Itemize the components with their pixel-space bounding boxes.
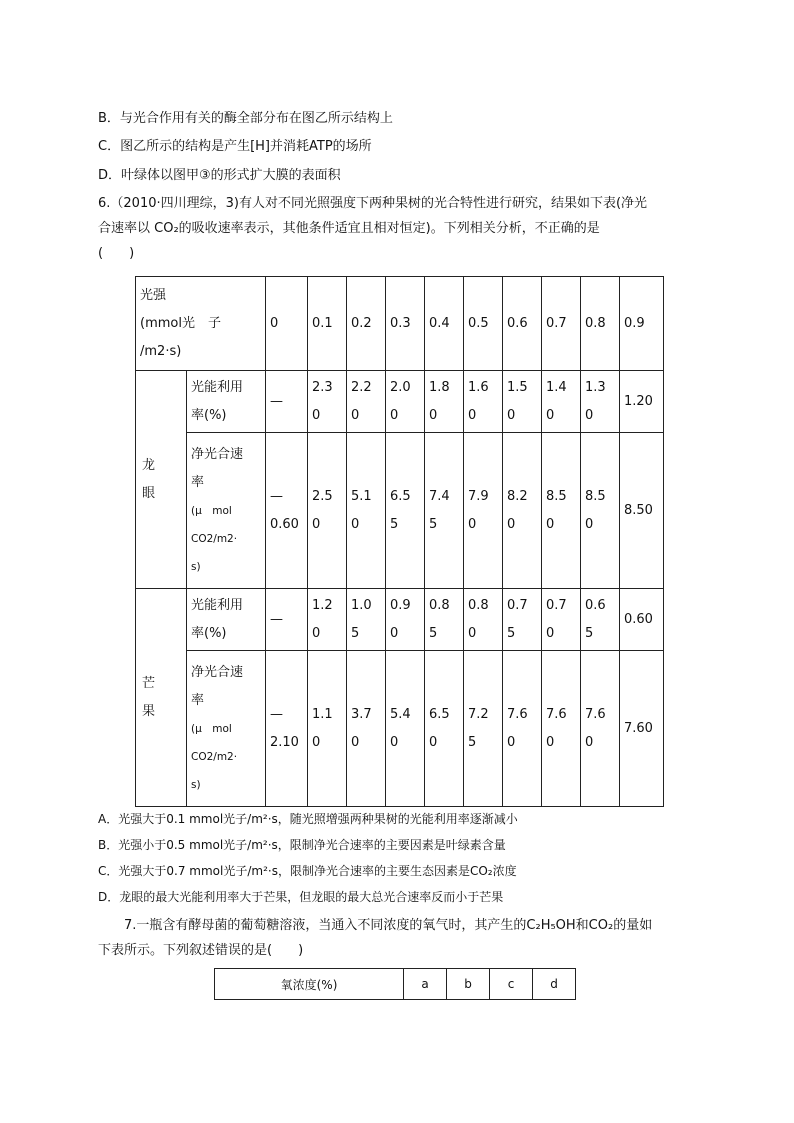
q6-option-b: B．光强小于0.5 mmol光子/m²·s，限制净光合速率的主要因素是叶绿素含量 — [98, 838, 506, 852]
eff-label: 光能利用 率(%) — [191, 597, 244, 641]
light-data-table — [135, 276, 664, 807]
cell: 7.9 0 — [468, 488, 489, 532]
cell: 7.6 0 — [546, 706, 567, 750]
light-value: 0.6 — [503, 277, 542, 371]
light-value: 0.8 — [581, 277, 620, 371]
option-b-prev: B．与光合作用有关的酶全部分布在图乙所示结构上 — [98, 111, 393, 126]
cell: 1.4 0 — [546, 379, 567, 423]
cell: 1.5 0 — [507, 379, 528, 423]
cell: 1.8 0 — [429, 379, 450, 423]
cell: 8.5 0 — [585, 488, 606, 532]
header-label: 光强 (mmol光 子 /m2·s) — [140, 287, 221, 359]
light-value: 0.4 — [425, 277, 464, 371]
cell: 0.7 5 — [507, 597, 528, 641]
cell: 1.20 — [624, 393, 653, 409]
oxygen-col: c — [490, 969, 533, 1000]
light-value: 0.9 — [620, 277, 664, 371]
longan-eff-row — [136, 371, 664, 433]
mango-eff-row — [136, 589, 664, 651]
cell: 2.0 0 — [390, 379, 411, 423]
cell: 8.50 — [624, 502, 653, 518]
oxygen-col: d — [533, 969, 576, 1000]
cell: 1.1 0 — [312, 706, 333, 750]
mango-rate-row — [136, 651, 664, 807]
cell: 1.6 0 — [468, 379, 489, 423]
oxygen-table — [214, 968, 576, 1000]
q6-option-d: D．龙眼的最大光能利用率大于芒果，但龙眼的最大总光合速率反而小于芒果 — [98, 890, 504, 904]
oxygen-header-row — [215, 969, 576, 1000]
cell: 2.5 0 — [312, 488, 333, 532]
q7-stem-line-1: 7.一瓶含有酵母菌的葡萄糖溶液，当通入不同浓度的氧气时，其产生的C₂H₅OH和CO₂的量如 — [124, 918, 653, 933]
cell: 1.2 0 — [312, 597, 333, 641]
rate-unit: (μ mol CO2/m2· s) — [191, 722, 238, 791]
light-value: 0.7 — [542, 277, 581, 371]
oxygen-col: b — [447, 969, 490, 1000]
cell: 2.3 0 — [312, 379, 333, 423]
option-d-prev: D．叶绿体以图甲③的形式扩大膜的表面积 — [98, 168, 341, 183]
q6-stem-line-2: 合速率以 CO₂的吸收速率表示，其他条件适宜且相对恒定)。下列相关分析，不正确的是 — [98, 221, 600, 236]
cell: 5.4 0 — [390, 706, 411, 750]
longan-label: 龙 眼 — [142, 457, 156, 501]
cell: 8.2 0 — [507, 488, 528, 532]
cell: 1.3 0 — [585, 379, 606, 423]
q6-stem-line-3: ( ) — [98, 246, 135, 261]
cell: 1.0 5 — [351, 597, 372, 641]
light-value: 0.1 — [308, 277, 347, 371]
cell: — 0.60 — [270, 488, 299, 532]
cell: 7.2 5 — [468, 706, 489, 750]
q6-option-a: A．光强大于0.1 mmol光子/m²·s，随光照增强两种果树的光能利用率逐渐减小 — [98, 812, 518, 826]
cell: 3.7 0 — [351, 706, 372, 750]
cell: 7.60 — [624, 720, 653, 736]
rate-label: 净光合速 率 — [191, 446, 244, 490]
cell: 6.5 0 — [429, 706, 450, 750]
cell: 0.8 0 — [468, 597, 489, 641]
cell: 0.8 5 — [429, 597, 450, 641]
oxygen-header: 氧浓度(%) — [215, 969, 404, 1000]
q6-stem-line-1: 6.（2010·四川理综，3)有人对不同光照强度下两种果树的光合特性进行研究，结果如下表(净光 — [98, 196, 648, 211]
cell: 0.6 5 — [585, 597, 606, 641]
cell: — — [270, 393, 283, 409]
cell: 0.9 0 — [390, 597, 411, 641]
longan-rate-row — [136, 433, 664, 589]
option-c-prev: C．图乙所示的结构是产生[H]并消耗ATP的场所 — [98, 139, 372, 154]
light-value: 0 — [266, 277, 308, 371]
rate-label: 净光合速 率 — [191, 664, 244, 708]
q7-stem-line-2: 下表所示。下列叙述错误的是( ) — [98, 943, 304, 958]
cell: — — [270, 611, 283, 627]
cell: 0.7 0 — [546, 597, 567, 641]
oxygen-col: a — [404, 969, 447, 1000]
cell: 7.4 5 — [429, 488, 450, 532]
mango-label: 芒 果 — [142, 675, 156, 719]
cell: 5.1 0 — [351, 488, 372, 532]
cell: 7.6 0 — [507, 706, 528, 750]
cell: 7.6 0 — [585, 706, 606, 750]
light-value: 0.5 — [464, 277, 503, 371]
cell: 6.5 5 — [390, 488, 411, 532]
eff-label: 光能利用 率(%) — [191, 379, 244, 423]
cell: 8.5 0 — [546, 488, 567, 532]
cell: — 2.10 — [270, 706, 299, 750]
light-value: 0.3 — [386, 277, 425, 371]
header-row — [136, 277, 664, 371]
q6-option-c: C．光强大于0.7 mmol光子/m²·s，限制净光合速率的主要生态因素是CO₂浓度 — [98, 864, 517, 878]
cell: 2.2 0 — [351, 379, 372, 423]
cell: 0.60 — [624, 611, 653, 627]
rate-unit: (μ mol CO2/m2· s) — [191, 504, 238, 573]
light-value: 0.2 — [347, 277, 386, 371]
